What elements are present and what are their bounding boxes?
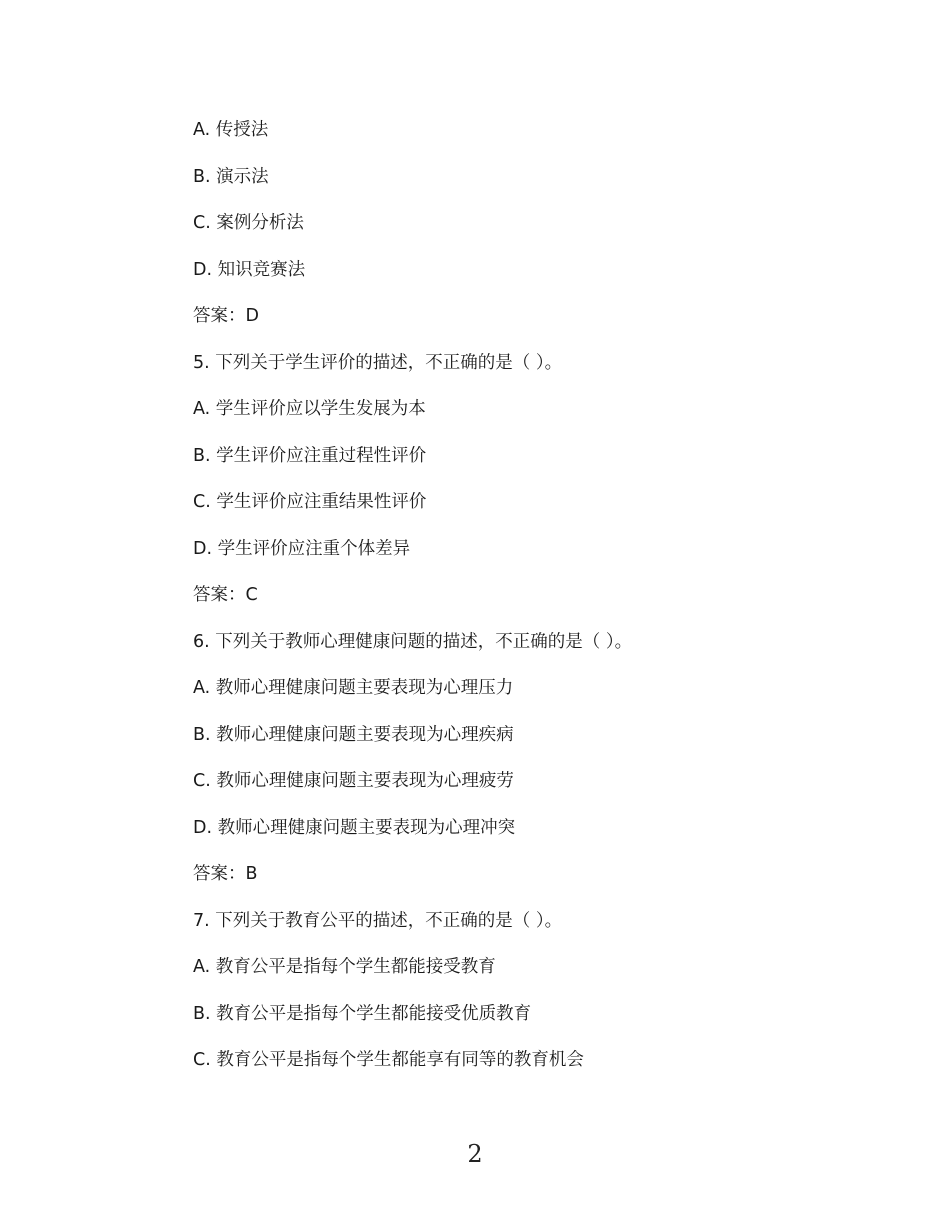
option-b-q5: B. 学生评价应注重过程性评价	[193, 445, 427, 466]
option-a-q6: A. 教师心理健康问题主要表现为心理压力	[193, 678, 514, 698]
answer-q6: 答案：B	[193, 864, 258, 884]
answer-q4: 答案：D	[193, 306, 259, 326]
option-d-q6: D. 教师心理健康问题主要表现为心理冲突	[193, 817, 516, 838]
option-b-q7: B. 教育公平是指每个学生都能接受优质教育	[193, 1003, 532, 1024]
option-c-q6: C. 教师心理健康问题主要表现为心理疲劳	[193, 771, 514, 791]
option-d-q4: D. 知识竞赛法	[193, 259, 306, 280]
question-5: 5. 下列关于学生评价的描述，不正确的是（ ）。	[193, 352, 563, 373]
question-6: 6. 下列关于教师心理健康问题的描述，不正确的是（ ）。	[193, 631, 633, 652]
option-a-q4: A. 传授法	[193, 120, 269, 140]
option-c-q4: C. 案例分析法	[193, 213, 304, 233]
option-c-q7: C. 教育公平是指每个学生都能享有同等的教育机会	[193, 1050, 584, 1070]
option-a-q5: A. 学生评价应以学生发展为本	[193, 399, 426, 419]
option-b-q4: B. 演示法	[193, 166, 269, 187]
option-d-q5: D. 学生评价应注重个体差异	[193, 538, 411, 559]
option-a-q7: A. 教育公平是指每个学生都能接受教育	[193, 957, 496, 977]
option-c-q5: C. 学生评价应注重结果性评价	[193, 492, 427, 512]
option-b-q6: B. 教师心理健康问题主要表现为心理疾病	[193, 724, 514, 745]
page-number: 2	[467, 1140, 483, 1168]
answer-q5: 答案：C	[193, 585, 258, 605]
document-body	[193, 117, 853, 1094]
question-7: 7. 下列关于教育公平的描述，不正确的是（ ）。	[193, 910, 563, 931]
